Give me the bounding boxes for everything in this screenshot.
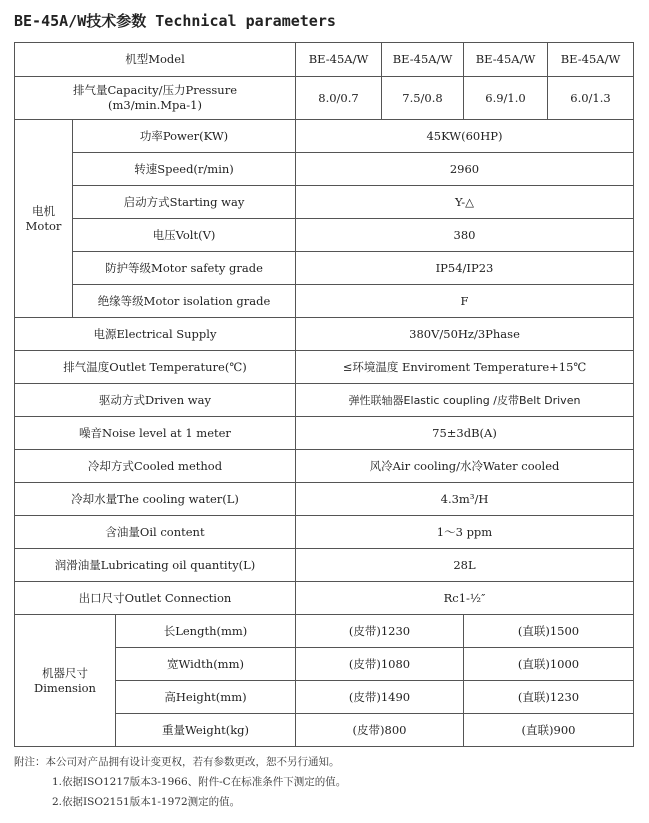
footnotes — [14, 752, 346, 812]
dimension-param-label: 宽Width(mm) — [116, 648, 296, 681]
dimension-direct-value: (直联)1000 — [464, 648, 634, 681]
general-label: 含油量Oil content — [15, 516, 296, 549]
motor-param-label: 绝缘等级Motor isolation grade — [73, 285, 296, 318]
general-row — [15, 549, 634, 582]
motor-row — [15, 219, 634, 252]
motor-param-label: 电压Volt(V) — [73, 219, 296, 252]
motor-group-label-cn: 电机 — [32, 203, 55, 218]
dimension-param-label: 高Height(mm) — [116, 681, 296, 714]
footnote-item: 1.依据ISO1217版本3-1966、附件-C在标准条件下测定的值。 — [52, 776, 347, 788]
spec-table — [14, 42, 634, 747]
motor-param-label: 转速Speed(r/min) — [73, 153, 296, 186]
general-row — [15, 516, 634, 549]
general-value: 380V/50Hz/3Phase — [296, 318, 634, 351]
capacity-label-line2: (m3/min.Mpa-1) — [108, 98, 202, 112]
model-cell: BE-45A/W — [382, 43, 464, 77]
capacity-value: 6.9/1.0 — [464, 77, 548, 120]
capacity-label — [15, 77, 296, 120]
motor-row — [15, 153, 634, 186]
general-label: 电源Electrical Supply — [15, 318, 296, 351]
motor-group-label-en: Motor — [25, 218, 62, 233]
dimension-param-label: 重量Weight(kg) — [116, 714, 296, 747]
motor-param-value: 2960 — [296, 153, 634, 186]
dimension-direct-value: (直联)1230 — [464, 681, 634, 714]
general-label: 噪音Noise level at 1 meter — [15, 417, 296, 450]
dimension-direct-value: (直联)900 — [464, 714, 634, 747]
general-row — [15, 384, 634, 417]
general-row — [15, 351, 634, 384]
page-title: BE-45A/W技术参数 Technical parameters — [14, 12, 336, 30]
capacity-value: 8.0/0.7 — [296, 77, 382, 120]
model-label: 机型Model — [15, 43, 296, 77]
model-cell: BE-45A/W — [548, 43, 634, 77]
dimension-row — [15, 615, 634, 648]
footnote-intro: 附注：本公司对产品拥有设计变更权，若有参数更改，恕不另行通知。 — [14, 756, 340, 768]
general-row — [15, 483, 634, 516]
general-row — [15, 582, 634, 615]
capacity-value: 6.0/1.3 — [548, 77, 634, 120]
general-value: 28L — [296, 549, 634, 582]
capacity-row — [15, 77, 634, 120]
model-cell: BE-45A/W — [464, 43, 548, 77]
motor-row — [15, 252, 634, 285]
general-value: Rc1-½″ — [296, 582, 634, 615]
motor-param-value: F — [296, 285, 634, 318]
general-label: 出口尺寸Outlet Connection — [15, 582, 296, 615]
general-value: 1～3 ppm — [296, 516, 634, 549]
general-label: 润滑油量Lubricating oil quantity(L) — [15, 549, 296, 582]
dimension-belt-value: (皮带)1490 — [296, 681, 464, 714]
motor-param-value: 45KW(60HP) — [296, 120, 634, 153]
general-label: 冷却方式Cooled method — [15, 450, 296, 483]
motor-row — [15, 285, 634, 318]
capacity-label-line1: 排气量Capacity/压力Pressure — [72, 83, 238, 97]
capacity-value: 7.5/0.8 — [382, 77, 464, 120]
general-label: 冷却水量The cooling water(L) — [15, 483, 296, 516]
general-label: 排气温度Outlet Temperature(℃) — [15, 351, 296, 384]
general-value: 4.3m³/H — [296, 483, 634, 516]
dimension-param-label: 长Length(mm) — [116, 615, 296, 648]
motor-param-value: IP54/IP23 — [296, 252, 634, 285]
dimension-belt-value: (皮带)800 — [296, 714, 464, 747]
general-value: 75±3dB(A) — [296, 417, 634, 450]
dimension-group-label-en: Dimension — [34, 680, 96, 695]
model-cell: BE-45A/W — [296, 43, 382, 77]
general-row — [15, 318, 634, 351]
dimension-belt-value: (皮带)1080 — [296, 648, 464, 681]
dimension-group-label-cn: 机器尺寸 — [42, 665, 88, 680]
motor-param-label: 防护等级Motor safety grade — [73, 252, 296, 285]
dimension-group-label — [15, 615, 116, 747]
motor-param-value: 380 — [296, 219, 634, 252]
dimension-belt-value: (皮带)1230 — [296, 615, 464, 648]
footnote-item: 2.依据ISO2151版本1-1972测定的值。 — [52, 796, 241, 808]
general-value: ≤环境温度 Enviroment Temperature+15℃ — [296, 351, 634, 384]
motor-param-label: 启动方式Starting way — [73, 186, 296, 219]
general-row — [15, 417, 634, 450]
general-row — [15, 450, 634, 483]
motor-group-label — [15, 120, 73, 318]
motor-param-label: 功率Power(KW) — [73, 120, 296, 153]
model-row — [15, 43, 634, 77]
general-value: 弹性联轴器Elastic coupling /皮带Belt Driven — [296, 384, 634, 417]
general-label: 驱动方式Driven way — [15, 384, 296, 417]
dimension-direct-value: (直联)1500 — [464, 615, 634, 648]
motor-row — [15, 186, 634, 219]
motor-row — [15, 120, 634, 153]
general-value: 风冷Air cooling/水冷Water cooled — [296, 450, 634, 483]
motor-param-value: Y-△ — [296, 186, 634, 219]
